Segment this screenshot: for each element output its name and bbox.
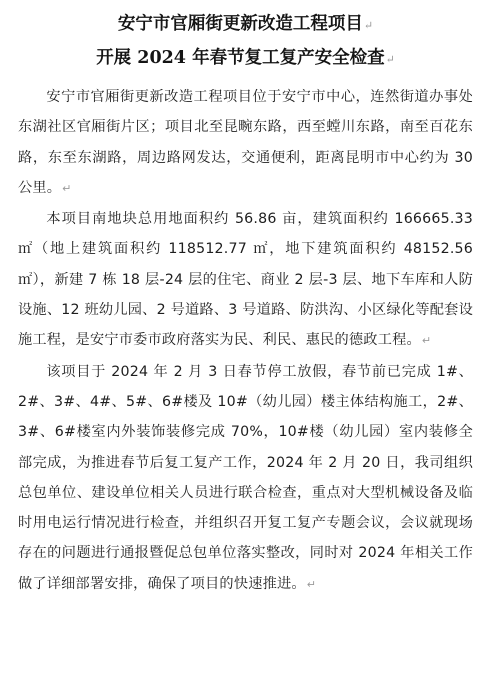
- paragraph-mark-icon: ↵: [62, 181, 72, 195]
- body-paragraph-scale: [18, 204, 473, 356]
- document-title-line-2: [18, 42, 473, 76]
- body-paragraph-progress: [18, 357, 473, 600]
- paragraph-mark-icon: ↵: [363, 19, 374, 32]
- title-line-2-text: 开展 2024 年春节复工复产安全检查: [96, 48, 385, 68]
- paragraph-mark-icon: ↵: [385, 53, 395, 66]
- paragraph-text: 本项目南地块总用地面积约 56.86 亩，建筑面积约 166665.33 ㎡（地上建筑面积约 118512.77 ㎡，地下建筑面积约 48152.56 ㎡），新建 7 栋 18 层-24 层的住宅、商业 2 层-3 层、地下车库和人防设施、12 班幼儿园、2 号道路、3 号道路、防洪沟、小区绿化等配套设施工程，是安宁市委市政府落实为民、利民、惠民的德政工程。: [18, 211, 473, 349]
- paragraph-text: 该项目于 2024 年 2 月 3 日春节停工放假，春节前已完成 1#、2#、3#、4#、5#、6#楼及 10#（幼儿园）楼主体结构施工，2#、3#、6#楼室内外装饰装修完成 70%，10#楼（幼儿园）室内装修全部完成，为推进春节后复工复产工作，2024 年 2 月 20 日，我司组织总包单位、建设单位相关人员进行联合检查，重点对大型机械设备及临时用电运行情况进行检查，并组织召开复工复产专题会议，会议就现场存在的问题进行通报暨促总包单位落实整改，同时对 2024 年相关工作做了详细部署安排，确保了项目的快速推进。: [18, 363, 473, 592]
- paragraph-mark-icon: ↵: [421, 334, 432, 348]
- paragraph-text: 安宁市官厢街更新改造工程项目位于安宁市中心，连然街道办事处东湖社区官厢街片区；项目北至昆畹东路，西至螳川东路，南至百花东路，东至东湖路，周边路网发达，交通便利，距离昆明市中心约为 30 公里。: [18, 89, 473, 196]
- title-line-1-text: 安宁市官厢街更新改造工程项目: [117, 14, 363, 34]
- body-paragraph-location: [18, 82, 473, 204]
- document-title-line-1: [18, 8, 473, 42]
- paragraph-mark-icon: ↵: [306, 577, 317, 591]
